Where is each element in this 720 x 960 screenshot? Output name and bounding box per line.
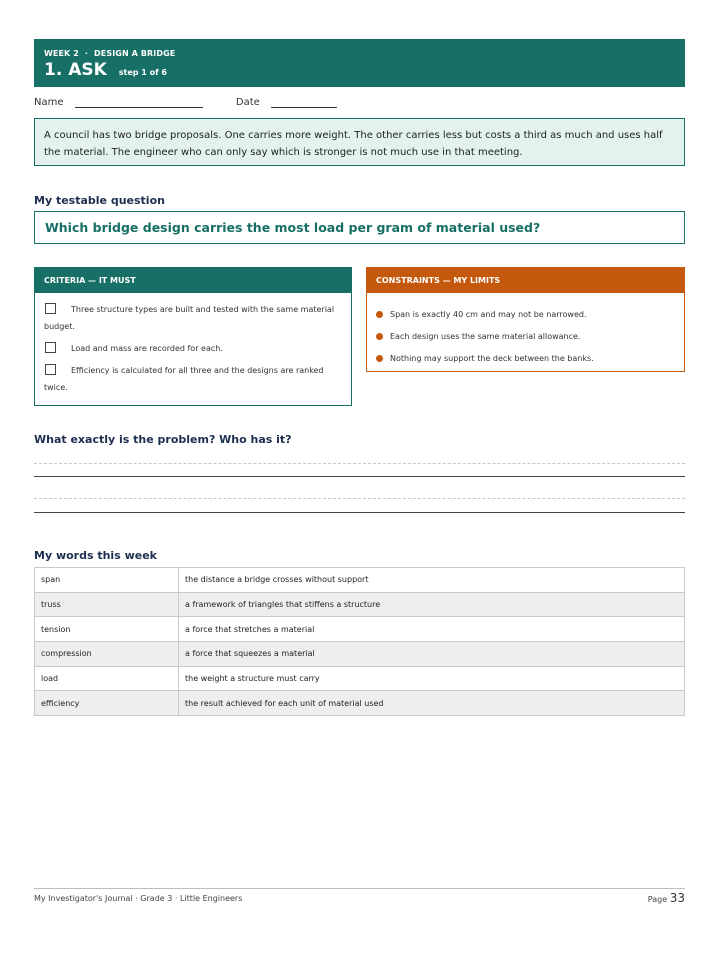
date-label: Date [235,97,260,108]
vocab-definition: the result achieved for each unit of material used [179,691,685,716]
criteria-box [34,267,352,406]
constraint-item [376,325,674,347]
constraint-item [376,303,674,325]
constraint-item [376,347,674,369]
criteria-text: Three structure types are built and tested with the same material budget. [44,305,335,331]
constraints-box [366,267,685,372]
date-field[interactable] [271,97,337,108]
name-field[interactable] [75,97,203,108]
vocab-term: compression [35,642,179,667]
writing-line[interactable] [34,476,685,477]
table-row [35,568,685,593]
vocab-term: truss [35,592,179,617]
vocab-term: load [35,666,179,691]
bullet-dot-icon [376,333,383,340]
constraint-text: Each design uses the same material allowance. [390,331,581,341]
vocab-term: efficiency [35,691,179,716]
question-text: Which bridge design carries the most load per gram of material used? [45,220,541,235]
table-row [35,592,685,617]
vocab-label: My words this week [34,549,157,562]
writing-guide-line [34,463,685,464]
bullet-dot-icon [376,311,383,318]
checkbox[interactable] [45,364,56,375]
page-label: Page [647,895,668,904]
criteria-item [44,362,341,396]
criteria-text: Efficiency is calculated for all three and the designs are ranked twice. [44,366,324,392]
footer-title: My Investigator's Journal · Grade 3 · Little Engineers [34,894,243,903]
vocab-definition: a framework of triangles that stiffens a structure [179,592,685,617]
vocab-definition: the distance a bridge crosses without support [179,568,685,593]
page-number: 33 [669,891,685,905]
breadcrumb-separator: · [84,49,89,58]
question-label: My testable question [34,194,165,207]
page-indicator [648,891,685,905]
criteria-text: Load and mass are recorded for each. [71,344,223,353]
table-row [35,617,685,642]
bullet-dot-icon [376,355,383,362]
name-label: Name [34,97,64,108]
table-row [35,666,685,691]
checkbox[interactable] [45,342,56,353]
constraint-text: Nothing may support the deck between the banks. [390,353,594,363]
breadcrumb [44,49,675,58]
writing-line[interactable] [34,512,685,513]
vocab-table [34,567,685,716]
page-header [34,39,685,87]
vocab-definition: the weight a structure must carry [179,666,685,691]
vocab-definition: a force that squeezes a material [179,642,685,667]
vocab-term: tension [35,617,179,642]
scenario-box: A council has two bridge proposals. One carries more weight. The other carries less but costs a third as much and uses half the material. The engineer who can only say which is stronger is not much use in that meeting. [34,118,685,166]
vocab-term: span [35,568,179,593]
writing-guide-line [34,498,685,499]
criteria-item [44,340,341,357]
problem-label: What exactly is the problem? Who has it? [34,433,292,446]
criteria-item [44,301,341,335]
vocab-definition: a force that stretches a material [179,617,685,642]
unit-label: DESIGN A BRIDGE [94,49,176,58]
constraint-text: Span is exactly 40 cm and may not be narrowed. [390,309,587,319]
table-row [35,642,685,667]
page-title: 1. ASK [44,60,107,80]
table-row [35,691,685,716]
week-label: WEEK 2 [44,49,79,58]
name-date-row [34,97,685,108]
footer-divider [34,888,685,889]
testable-question [34,211,685,244]
checkbox[interactable] [45,303,56,314]
constraints-heading: CONSTRAINTS — MY LIMITS [367,268,684,293]
step-indicator: step 1 of 6 [118,68,167,77]
criteria-heading: CRITERIA — IT MUST [35,268,351,293]
